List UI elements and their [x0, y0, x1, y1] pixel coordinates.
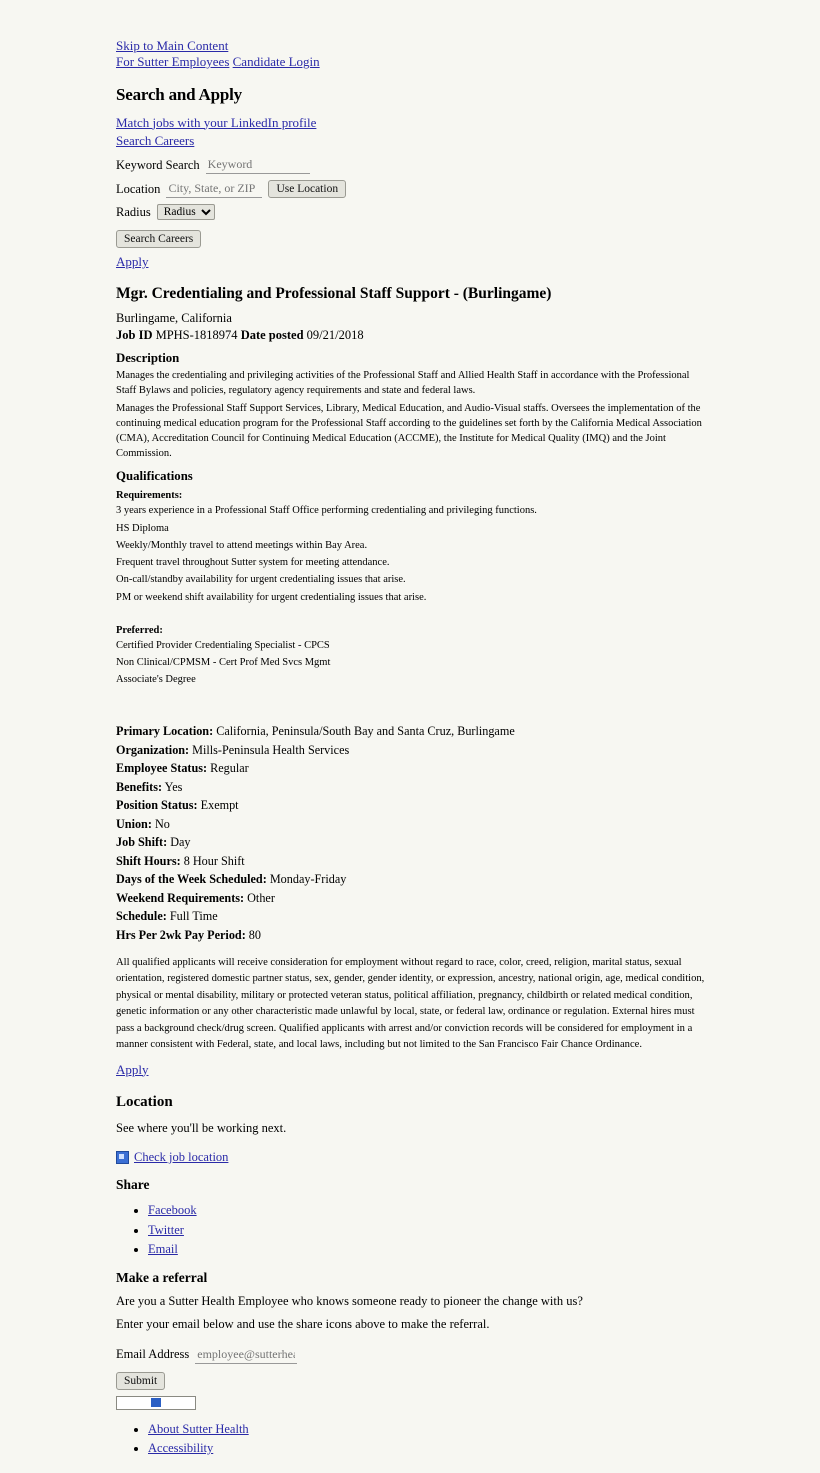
share-twitter-link[interactable]: Twitter	[148, 1222, 184, 1237]
job-detail-row	[116, 723, 708, 739]
location-note: See where you'll be working next.	[116, 1121, 287, 1136]
captcha-icon	[151, 1398, 161, 1407]
job-id-label: Job ID	[116, 328, 153, 343]
radius-row	[116, 204, 708, 220]
about-sutter-health-link[interactable]: About Sutter Health	[148, 1421, 249, 1436]
skip-links	[116, 38, 708, 71]
search-input[interactable]	[206, 156, 310, 174]
location-section-title: Location	[116, 1094, 173, 1111]
footer	[116, 1420, 708, 1457]
requirement-item: PM or weekend shift availability for urgent credentialing issues that arise.	[116, 591, 427, 603]
apply-link-bottom[interactable]: Apply	[116, 1061, 149, 1077]
linkedin-match-link[interactable]: Match jobs with your LinkedIn profile	[116, 114, 317, 130]
detail-label: Position Status:	[116, 798, 198, 813]
check-job-location-row[interactable]	[116, 1150, 708, 1165]
description-paragraph: Manages the credentialing and privileging activities of the Professional Staff and Allied Health Staff in accordance with the Professional Staff Bylaws and policies, regulatory agency requirements and state and federal laws.	[116, 370, 690, 397]
submit-row	[116, 1372, 708, 1390]
description-heading: Description	[116, 351, 180, 366]
location-search-row	[116, 180, 708, 198]
job-detail-row	[116, 797, 708, 813]
detail-label: Organization:	[116, 742, 190, 757]
detail-value: No	[154, 816, 170, 831]
search-careers-row	[116, 133, 708, 150]
detail-label: Schedule:	[116, 909, 167, 924]
referral-section-title: Make a referral	[116, 1269, 208, 1285]
requirement-item: HS Diploma	[116, 522, 169, 534]
captcha-widget[interactable]	[116, 1396, 196, 1410]
detail-value: Exempt	[200, 798, 239, 813]
detail-label: Primary Location:	[116, 724, 214, 739]
search-careers-button[interactable]: Search Careers	[116, 230, 201, 248]
detail-value: 80	[248, 927, 261, 942]
list-item[interactable]	[148, 1420, 708, 1438]
job-meta-row	[116, 328, 708, 343]
job-location: Burlingame, California	[116, 311, 232, 326]
check-job-location-link[interactable]: Check job location	[134, 1150, 229, 1165]
spacer	[116, 609, 708, 619]
referral-instruction: Enter your email below and use the share icons above to make the referral.	[116, 1316, 490, 1331]
job-title: Mgr. Credentialing and Professional Staff Support - (Burlingame)	[116, 285, 552, 303]
skip-to-main-content-link[interactable]: Skip to Main Content	[116, 38, 229, 53]
referral-question: Are you a Sutter Health Employee who knows someone ready to pioneer the change with us?	[116, 1293, 583, 1308]
page-title: Search and Apply	[116, 84, 242, 104]
map-pin-icon	[116, 1151, 129, 1164]
requirement-item: Frequent travel throughout Sutter system for meeting attendance.	[116, 557, 390, 569]
apply-link-top[interactable]: Apply	[116, 254, 149, 270]
requirement-item: 3 years experience in a Professional Staff Office performing credentialing and privileging functions.	[116, 505, 537, 517]
detail-value: Regular	[210, 761, 249, 776]
detail-value: Full Time	[169, 909, 218, 924]
detail-label: Job Shift:	[116, 835, 168, 850]
share-list	[116, 1201, 708, 1257]
requirements-heading: Requirements:	[116, 490, 183, 502]
spacer	[116, 689, 708, 705]
search-careers-link[interactable]: Search Careers	[116, 133, 195, 149]
job-detail-row	[116, 742, 708, 758]
linkedin-match-row	[116, 115, 708, 132]
email-address-row	[116, 1346, 708, 1364]
detail-label: Hrs Per 2wk Pay Period:	[116, 927, 246, 942]
detail-label: Union:	[116, 816, 152, 831]
accessibility-link[interactable]: Accessibility	[148, 1440, 214, 1455]
email-address-label: Email Address	[116, 1347, 190, 1362]
detail-label: Weekend Requirements:	[116, 890, 245, 905]
use-location-button[interactable]: Use Location	[268, 180, 346, 198]
job-detail-row	[116, 871, 708, 887]
list-item[interactable]	[148, 1240, 708, 1258]
candidate-login-link[interactable]: Candidate Login	[232, 54, 320, 70]
apply-top-row	[116, 254, 708, 271]
detail-label: Benefits:	[116, 779, 163, 794]
preferred-item: Certified Provider Credentialing Specialist - CPCS	[116, 639, 330, 651]
detail-label: Employee Status:	[116, 761, 208, 776]
keyword-search-label: Keyword Search	[116, 157, 200, 172]
email-field[interactable]	[195, 1346, 297, 1364]
detail-value: Mills-Peninsula Health Services	[192, 742, 350, 757]
job-detail-row	[116, 853, 708, 869]
list-item[interactable]	[148, 1221, 708, 1239]
radius-label: Radius	[116, 204, 151, 219]
preferred-item: Non Clinical/CPMSM - Cert Prof Med Svcs Mgmt	[116, 657, 331, 669]
footer-list	[116, 1420, 708, 1457]
job-detail-row	[116, 927, 708, 943]
detail-value: Day	[170, 835, 191, 850]
share-facebook-link[interactable]: Facebook	[148, 1203, 197, 1218]
job-detail-row	[116, 760, 708, 776]
eeo-statement: All qualified applicants will receive consideration for employment without regard to race, color, creed, religion, marital status, sexual orientation, registered domestic partner status, sex, gender, gender identity, or expression, ancestry, national origin, age, medical condition, physical or mental disability, military or protected veteran status, political affiliation, pregnancy, childbirth or related medical condition, genetic information or any other characteristic made unlawful by local, state, or federal law, ordinance or regulation. External hires must pass a background check/drug screen. Qualified applicants with arrest and/or conviction records will be considered for employment in a manner consistent with Federal, state, and local laws, including but not limited to the San Francisco Fair Chance Ordinance.	[116, 957, 705, 1051]
keyword-search-row	[116, 156, 708, 174]
list-item[interactable]	[148, 1439, 708, 1457]
job-detail-row	[116, 816, 708, 832]
list-item[interactable]	[148, 1201, 708, 1219]
qualifications-heading: Qualifications	[116, 469, 193, 484]
date-posted-value: 09/21/2018	[306, 328, 364, 343]
description-paragraph: Manages the Professional Staff Support Services, Library, Medical Education, and Audio-Visual staffs. Oversees the implementation of the continuing medical education program for the Professional Staff according to the guidelines set forth by the California Medical Association (CMA), Accreditation Council for Continuing Medical Education (ACCME), the Institute for Medical Quality (IMQ) and the Joint Commission.	[116, 402, 702, 460]
requirement-item: On-call/standby availability for urgent credentialing issues that arise.	[116, 574, 406, 586]
spacer	[116, 705, 708, 721]
job-detail-row	[116, 908, 708, 924]
job-detail-row	[116, 890, 708, 906]
detail-value: Other	[247, 890, 275, 905]
detail-label: Shift Hours:	[116, 853, 181, 868]
detail-label: Days of the Week Scheduled:	[116, 872, 267, 887]
submit-button[interactable]: Submit	[116, 1372, 165, 1390]
preferred-heading: Preferred:	[116, 624, 163, 636]
detail-value: 8 Hour Shift	[183, 853, 245, 868]
detail-value: California, Peninsula/South Bay and Santa Cruz, Burlingame	[216, 724, 515, 739]
preferred-item: Associate's Degree	[116, 674, 196, 686]
location-label: Location	[116, 181, 161, 196]
detail-value: Monday-Friday	[269, 872, 347, 887]
share-section-title: Share	[116, 1177, 150, 1193]
apply-bottom-row	[116, 1062, 708, 1079]
detail-value: Yes	[164, 779, 183, 794]
job-detail-row	[116, 779, 708, 795]
radius-select[interactable]	[157, 204, 215, 220]
location-input[interactable]	[166, 180, 262, 198]
job-detail-row	[116, 834, 708, 850]
job-id-value: MPHS-1818974	[155, 328, 238, 343]
search-button-row	[116, 230, 708, 248]
date-posted-label: Date posted	[240, 328, 304, 343]
requirement-item: Weekly/Monthly travel to attend meetings within Bay Area.	[116, 539, 368, 551]
for-sutter-employees-link[interactable]: For Sutter Employees	[116, 54, 230, 70]
share-email-link[interactable]: Email	[148, 1241, 178, 1256]
